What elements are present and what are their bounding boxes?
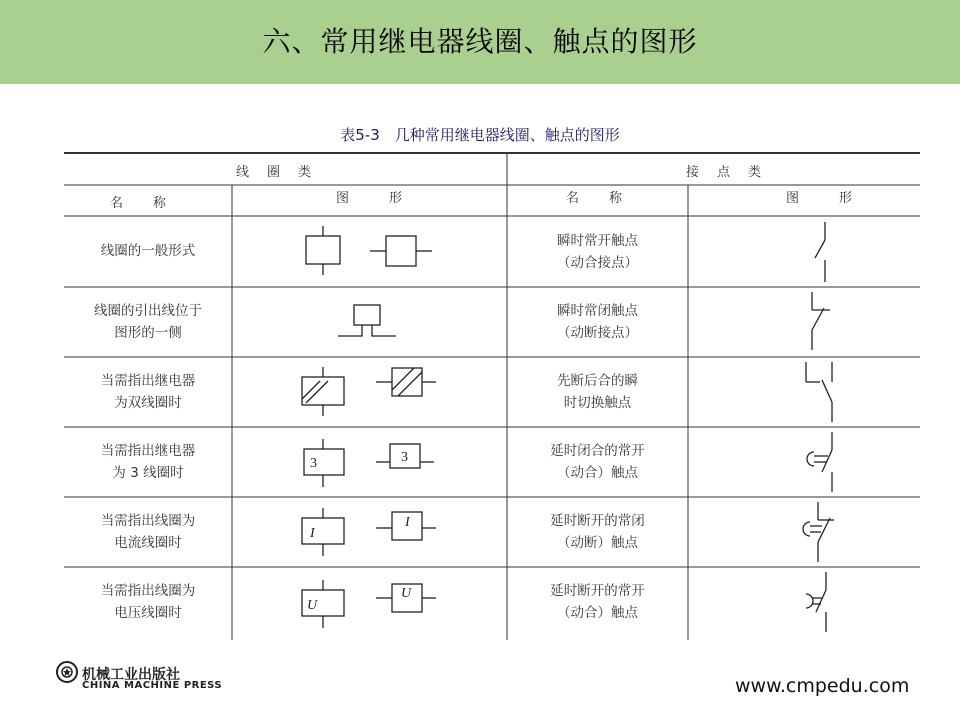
coil-voltage-label-right: U [401, 586, 412, 601]
coil-name-line2: 电流线圈时 [114, 535, 182, 551]
coil-name-line2: 图形的一侧 [114, 325, 182, 341]
coil-name-line1: 当需指出继电器 [100, 373, 196, 389]
contact-name-line2: （动合）触点 [557, 605, 638, 621]
table-row [64, 510, 232, 554]
col-header-coil-figure: 图形 [336, 191, 443, 206]
coil-three-symbol [304, 439, 434, 487]
table-row [507, 230, 688, 274]
coil-name-line2: 为双线圈时 [114, 395, 182, 411]
contact-delay-open-no-symbol [806, 572, 826, 632]
table-row [507, 440, 688, 484]
coil-current-label-left: I [310, 526, 315, 541]
publisher-name-en: CHINA MACHINE PRESS [82, 680, 223, 691]
contact-name-line2: （动合接点） [557, 255, 638, 271]
table-row [64, 580, 232, 624]
coil-name-line1: 当需指出线圈为 [100, 583, 196, 599]
col-header-contact-name: 名称 [566, 191, 653, 206]
contact-name-line2: 时切换触点 [563, 395, 632, 411]
coil-three-label-right: 3 [401, 450, 408, 465]
table-row [507, 370, 688, 414]
coil-name-line2: 为 3 线圈时 [112, 465, 184, 481]
publisher-logo-icon [55, 660, 79, 684]
contact-name-line1: 瞬时常闭触点 [557, 303, 638, 319]
coil-current-label-right: I [405, 515, 410, 530]
coil-name-line1: 线圈的一般形式 [100, 243, 196, 259]
coil-name-line1: 当需指出继电器 [100, 443, 196, 459]
contact-name-line2: （动断接点） [557, 325, 638, 341]
contact-name-line1: 先断后合的瞬 [557, 373, 638, 389]
contact-delay-close-no-symbol [807, 432, 832, 492]
contact-changeover-symbol [806, 362, 832, 422]
coil-name-line1: 当需指出线圈为 [100, 513, 196, 529]
publisher-name-cn: 机械工业出版社 [82, 667, 180, 683]
contact-name-line1: 瞬时常开触点 [557, 233, 638, 249]
contact-no-symbol [815, 222, 825, 282]
table-row [64, 300, 232, 344]
group-header-coil: 线圈类 [236, 165, 330, 180]
coil-voltage-label-left: U [307, 598, 318, 613]
table-row [507, 510, 688, 554]
contact-name-line1: 延时闭合的常开 [550, 443, 645, 459]
table-row [64, 240, 232, 262]
group-header-contact: 接点类 [686, 165, 780, 180]
col-header-coil-name: 名称 [110, 196, 197, 211]
coil-three-label-left: 3 [310, 456, 317, 471]
coil-one-side-leads-symbol [338, 305, 396, 336]
table-row [64, 440, 232, 484]
coil-name-line1: 线圈的引出线位于 [94, 303, 202, 319]
contact-name-line2: （动合）触点 [557, 465, 638, 481]
contact-name-line1: 延时断开的常开 [550, 583, 645, 599]
coil-name-line2: 电压线圈时 [114, 605, 182, 621]
contact-nc-symbol [812, 292, 830, 350]
contact-name-line2: （动断）触点 [557, 535, 638, 551]
coil-general-symbol [306, 226, 432, 275]
coil-current-symbol [302, 508, 436, 556]
slide-title: 六、常用继电器线圈、触点的图形 [262, 25, 698, 58]
contact-name-line1: 延时断开的常闭 [550, 513, 645, 529]
table-caption: 表5-3 几种常用继电器线圈、触点的图形 [340, 126, 620, 144]
coil-double-symbol [302, 367, 436, 416]
website-url[interactable]: www.cmpedu.com [735, 675, 910, 697]
contact-delay-open-nc-symbol [803, 502, 834, 562]
table-row [507, 580, 688, 624]
table-row [64, 370, 232, 414]
coil-voltage-symbol [302, 580, 436, 628]
col-header-contact-figure: 图形 [786, 191, 893, 206]
table-row [507, 300, 688, 344]
